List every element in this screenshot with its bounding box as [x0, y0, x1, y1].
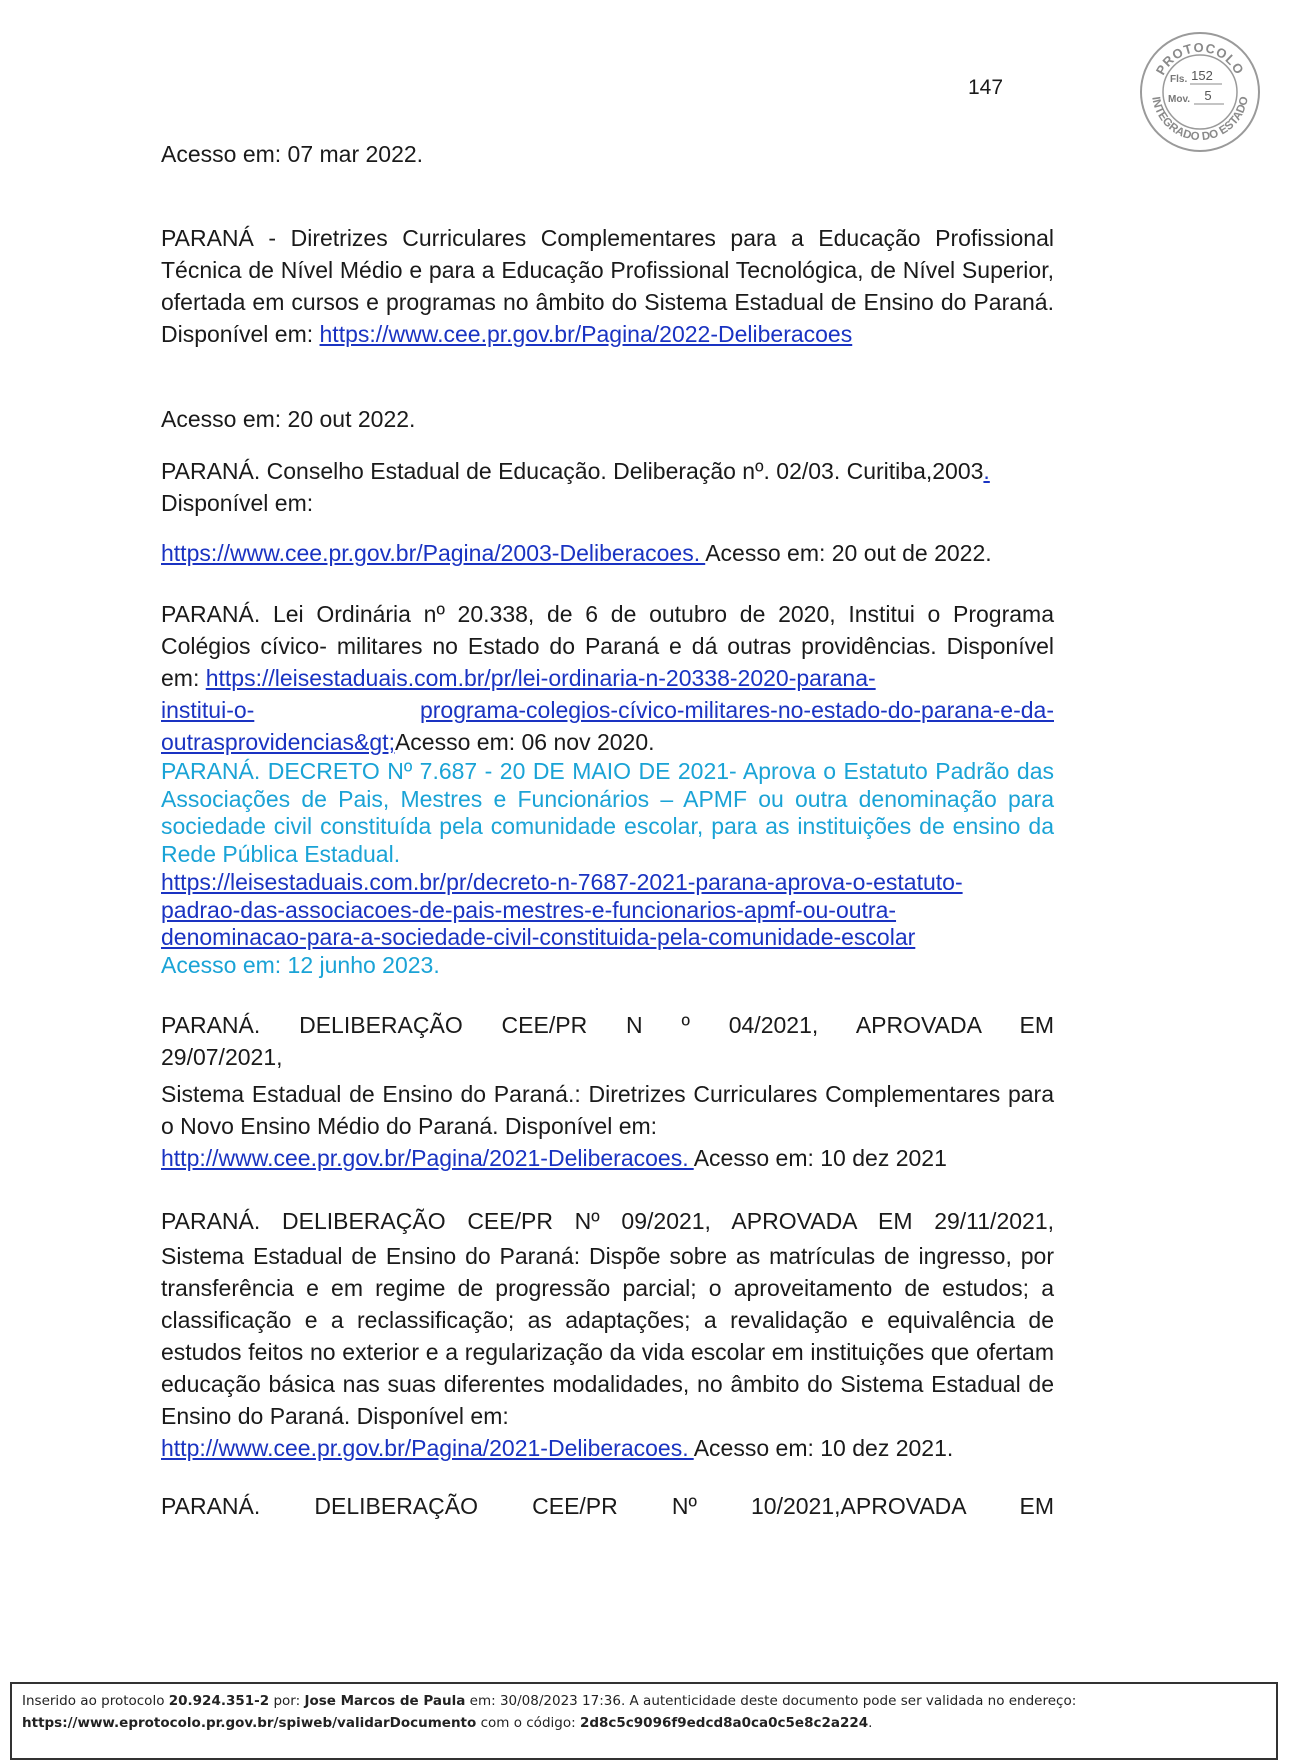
ref-link-3b[interactable]: institui-o-	[161, 697, 255, 723]
ref-link-3a[interactable]: https://leisestaduais.com.br/pr/lei-ordinaria-n-20338-2020-parana-	[205, 665, 876, 691]
stamp-bottom-text: INTEGRADO DO ESTADO	[1149, 95, 1251, 144]
stamp-mov-value: 5	[1204, 88, 1212, 103]
footer-author: Jose Marcos de Paula	[304, 1693, 466, 1709]
ref-entry-5-date: 29/07/2021,	[161, 1044, 283, 1070]
ref-entry-2-link-line: https://www.cee.pr.gov.br/Pagina/2003-Deliberacoes. Acesso em: 20 out de 2022.	[161, 540, 992, 566]
stamp-top-text: PROTOCOLO	[1152, 39, 1248, 78]
ref-entry-2: PARANÁ. Conselho Estadual de Educação. Deliberação nº. 02/03. Curitiba,2003.	[161, 458, 990, 484]
footer-line-2: https://www.eprotocolo.pr.gov.br/spiweb/validarDocumento com o código: 2d8c5c9096f9edcd8a0ca0c5e8c2a224.	[22, 1715, 873, 1731]
stamp-seal-icon	[1138, 30, 1262, 154]
ref-entry-4: PARANÁ. DECRETO Nº 7.687 - 20 DE MAIO DE 2021- Aprova o Estatuto Padrão das Associações de Pais, Mestres e Funcionários – APMF ou outra denominação para sociedade civil constituída pela comunidade escolar, para as instituições de ensino da Rede Pública Estadual.	[161, 758, 1054, 867]
ref-link-5[interactable]: http://www.cee.pr.gov.br/Pagina/2021-Deliberacoes.	[161, 1145, 694, 1171]
ref-entry-3-end: outrasprovidencias&gt;Acesso em: 06 nov 2020.	[161, 729, 655, 755]
ref-link-3d[interactable]: outrasprovidencias&gt;	[161, 729, 395, 755]
ref-link-2[interactable]: https://www.cee.pr.gov.br/Pagina/2003-Deliberacoes.	[161, 540, 706, 566]
ref-entry-2-available: Disponível em:	[161, 490, 314, 516]
ref-link-6[interactable]: http://www.cee.pr.gov.br/Pagina/2021-Deliberacoes.	[161, 1435, 694, 1461]
stamp-fls-label: Fls.	[1170, 74, 1188, 85]
ref-entry-6-head: PARANÁ. DELIBERAÇÃO CEE/PR Nº 09/2021, APROVADA EM 29/11/2021,	[161, 1208, 1054, 1234]
ref-link-3c[interactable]: programa-colegios-cívico-militares-no-estado-do-parana-e-da-	[419, 697, 1054, 723]
ref-link-4a[interactable]: https://leisestaduais.com.br/pr/decreto-n-7687-2021-parana-aprova-o-estatuto-	[161, 869, 963, 895]
stamp-mov-label: Mov.	[1168, 94, 1191, 105]
ref-entry-5-link-line: http://www.cee.pr.gov.br/Pagina/2021-Deliberacoes. Acesso em: 10 dez 2021	[161, 1145, 947, 1171]
page-number: 147	[968, 76, 1004, 99]
footer-protocol-number: 20.924.351-2	[168, 1693, 270, 1709]
ref-entry-3: PARANÁ. Lei Ordinária nº 20.338, de 6 de outubro de 2020, Institui o Programa Colégios cívico- militares no Estado do Paraná e dá outras providências. Disponível em: https://leisestaduais.com.br/pr/lei-ordinaria-n-20338-2020-parana-	[161, 601, 1054, 691]
footer-line-1: Inserido ao protocolo 20.924.351-2 por: Jose Marcos de Paula em: 30/08/2023 17:36. A autenticidade deste documento pode ser validada no endereço:	[22, 1693, 1077, 1709]
ref-entry-3-link-line	[161, 694, 1054, 726]
ref-entry-6: Sistema Estadual de Ensino do Paraná: Dispõe sobre as matrículas de ingresso, por transferência e em regime de progressão parcial; o aproveitamento de estudos; a classificação e a reclassificação; as adaptações; a revalidação e equivalência de estudos feitos no exterior e a regularização da vida escolar em instituições que ofertam educação básica nas suas diferentes modalidades, no âmbito do Sistema Estadual de Ensino do Paraná. Disponível em:	[161, 1243, 1054, 1429]
ref-link-4b[interactable]: padrao-das-associacoes-de-pais-mestres-e-funcionarios-apmf-ou-outra-	[161, 896, 897, 923]
authentication-footer	[10, 1682, 1278, 1760]
ref-link-4c[interactable]: denominacao-para-a-sociedade-civil-constituida-pela-comunidade-escolar	[161, 924, 916, 950]
ref-entry-1: PARANÁ - Diretrizes Curriculares Complementares para a Educação Profissional Técnica de Nível Médio e para a Educação Profissional Tecnológica, de Nível Superior, ofertada em cursos e programas no âmbito do Sistema Estadual de Ensino do Paraná. Disponível em: https://www.cee.pr.gov.br/Pagina/2022-Deliberacoes	[161, 225, 1054, 347]
ref-entry-4-links	[161, 869, 1054, 979]
ref-entry-5-head: PARANÁ. DELIBERAÇÃO CEE/PR N º 04/2021, APROVADA EM	[161, 1012, 1054, 1038]
footer-validation-code: 2d8c5c9096f9edcd8a0ca0c5e8c2a224	[579, 1715, 869, 1731]
ref-entry-5: Sistema Estadual de Ensino do Paraná.: Diretrizes Curriculares Complementares para o Novo Ensino Médio do Paraná. Disponível em:	[161, 1081, 1054, 1139]
footer-validation-url[interactable]: https://www.eprotocolo.pr.gov.br/spiweb/validarDocumento	[22, 1715, 477, 1731]
ref-access-1: Acesso em: 20 out 2022.	[161, 406, 416, 432]
stamp-fls-value: 152	[1191, 68, 1213, 83]
ref-link-1[interactable]: https://www.cee.pr.gov.br/Pagina/2022-Deliberacoes	[319, 321, 853, 347]
protocol-stamp	[1138, 30, 1262, 154]
ref-access-4: Acesso em: 12 junho 2023.	[161, 951, 440, 978]
ref-entry-7-head: PARANÁ. DELIBERAÇÃO CEE/PR Nº 10/2021,APROVADA EM	[161, 1493, 1054, 1519]
ref-entry-6-link-line: http://www.cee.pr.gov.br/Pagina/2021-Deliberacoes. Acesso em: 10 dez 2021.	[161, 1435, 954, 1461]
ref-access-0: Acesso em: 07 mar 2022.	[161, 141, 424, 167]
